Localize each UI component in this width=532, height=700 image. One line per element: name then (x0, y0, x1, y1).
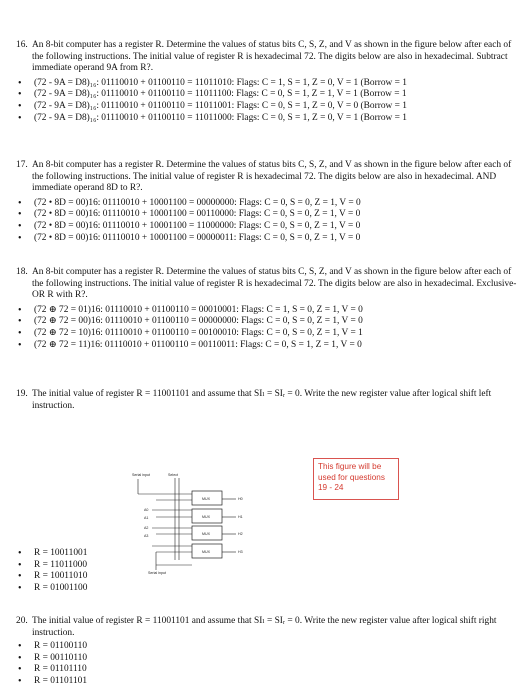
question-text (16, 389, 522, 412)
question-17 (16, 160, 522, 244)
option[interactable]: • (72 ⊕ 72 = 01)16: 01110010 + 01100110 = 00010001: Flags: C = 1, S = 0, Z = 1, V = 0 (16, 305, 522, 317)
options-list (16, 78, 522, 124)
option[interactable]: • (72 ⊕ 72 = 00)16: 01110010 + 01100110 = 00000000: Flags: C = 0, S = 0, Z = 1, V = 0 (16, 316, 522, 328)
question-body: The initial value of register R = 11001101 and assume that SIₗ = SIᵣ = 0. Write the new register value after logical shift left instruction. (32, 389, 492, 411)
output-label-h2: H2 (238, 532, 243, 536)
input-label-a1: A1 (144, 516, 149, 520)
option[interactable]: • (72 - 9A = D8)₁₆: 01110010 + 01100110 = 11011100: Flags: C = 0, S = 1, Z = 1, V = 1 (Borrow = 1 (16, 89, 522, 101)
question-body: An 8-bit computer has a register R. Determine the values of status bits C, S, Z, and V as shown in the figure below after each of the following instructions. The initial value of register R is hexadecimal 72. The digits below are also in hexadecimal. Subtract immediate operand 9A from R?. (32, 40, 512, 74)
option[interactable]: • (72 ⊕ 72 = 10)16: 01110010 + 01100110 = 00100010: Flags: C = 0, S = 0, Z = 1, V = 1 (16, 328, 522, 340)
mux-label: MUX (202, 532, 210, 536)
select-label: Select (168, 473, 178, 477)
question-number: 18. (16, 267, 28, 277)
question-18 (16, 267, 522, 351)
option[interactable]: • (72 • 8D = 00)16: 01110010 + 10001100 = 00000011: Flags: C = 0, S = 0, Z = 1, V = 0 (16, 233, 522, 245)
option[interactable]: • (72 • 8D = 00)16: 01110010 + 10001100 = 11000000: Flags: C = 0, S = 0, Z = 1, V = 0 (16, 221, 522, 233)
option[interactable]: • R = 01001100 (16, 583, 522, 595)
option[interactable]: • R = 10011010 (16, 571, 522, 583)
serial-input-label: Serial input (132, 473, 150, 477)
options-list (16, 548, 522, 594)
serial-input-bottom-label: Serial input (148, 571, 166, 575)
option[interactable]: • (72 • 8D = 00)16: 01110010 + 10001100 = 00110000: Flags: C = 0, S = 0, Z = 1, V = 0 (16, 209, 522, 221)
question-text (16, 616, 522, 639)
output-label-h1: H1 (238, 515, 243, 519)
question-16 (16, 40, 522, 124)
option[interactable]: • (72 - 9A = D8)₁₆: 01110010 + 01100110 = 11011010: Flags: C = 1, S = 1, Z = 0, V = 1 (Borrow = 1 (16, 78, 522, 90)
question-body: An 8-bit computer has a register R. Determine the values of status bits C, S, Z, and V as shown in the figure below after each of the following instructions. The initial value of register R is hexadecimal 72. The digits below are also in hexadecimal. Exclusive-OR R with R?. (32, 267, 517, 301)
question-text (16, 40, 522, 75)
question-text (16, 160, 522, 195)
figure-note: This figure will be used for questions 19 - 24 (313, 458, 399, 500)
option[interactable]: • R = 01100110 (16, 641, 522, 653)
question-number: 17. (16, 160, 28, 170)
output-label-h0: H0 (238, 497, 243, 501)
question-19 (16, 389, 522, 412)
option[interactable]: • R = 11011000 (16, 560, 522, 572)
mux-label: MUX (202, 550, 210, 554)
question-number: 16. (16, 40, 28, 50)
option[interactable]: • R = 10011001 (16, 548, 522, 560)
option[interactable]: • (72 • 8D = 00)16: 01110010 + 10001100 = 00000000: Flags: C = 0, S = 0, Z = 1, V = 0 (16, 198, 522, 210)
input-label-a0: A0 (144, 508, 149, 512)
options-list (16, 305, 522, 351)
question-20 (16, 616, 522, 688)
question-19-options (16, 548, 522, 594)
question-number: 20. (16, 616, 28, 626)
question-body: The initial value of register R = 11001101 and assume that SIₗ = SIᵣ = 0. Write the new register value after logical shift right instruction. (32, 616, 497, 638)
input-label-a3: A3 (144, 534, 149, 538)
option[interactable]: • R = 00110110 (16, 653, 522, 665)
option[interactable]: • (72 - 9A = D8)₁₆: 01110010 + 01100110 = 11011001: Flags: C = 0, S = 1, Z = 0, V = 0 (Borrow = 1 (16, 101, 522, 113)
input-label-a2: A2 (144, 526, 149, 530)
mux-label: MUX (202, 515, 210, 519)
option[interactable]: • R = 01101110 (16, 664, 522, 676)
option[interactable]: • (72 ⊕ 72 = 11)16: 01110010 + 01100110 = 00110011: Flags: C = 0, S = 1, Z = 1, V = 0 (16, 340, 522, 352)
output-label-h3: H3 (238, 550, 243, 554)
question-body: An 8-bit computer has a register R. Determine the values of status bits C, S, Z, and V as shown in the figure below after each of the following instructions. The initial value of register R is hexadecimal 72. The digits below are also in hexadecimal. AND immediate operand 8D to R?. (32, 160, 512, 194)
option[interactable]: • (72 - 9A = D8)₁₆: 01110010 + 01100110 = 11011000: Flags: C = 0, S = 1, Z = 0, V = 1 (Borrow = 1 (16, 113, 522, 125)
question-number: 19. (16, 389, 28, 399)
mux-label: MUX (202, 497, 210, 501)
option[interactable]: • R = 01101101 (16, 676, 522, 688)
question-text (16, 267, 522, 302)
options-list (16, 198, 522, 244)
options-list (16, 641, 522, 687)
